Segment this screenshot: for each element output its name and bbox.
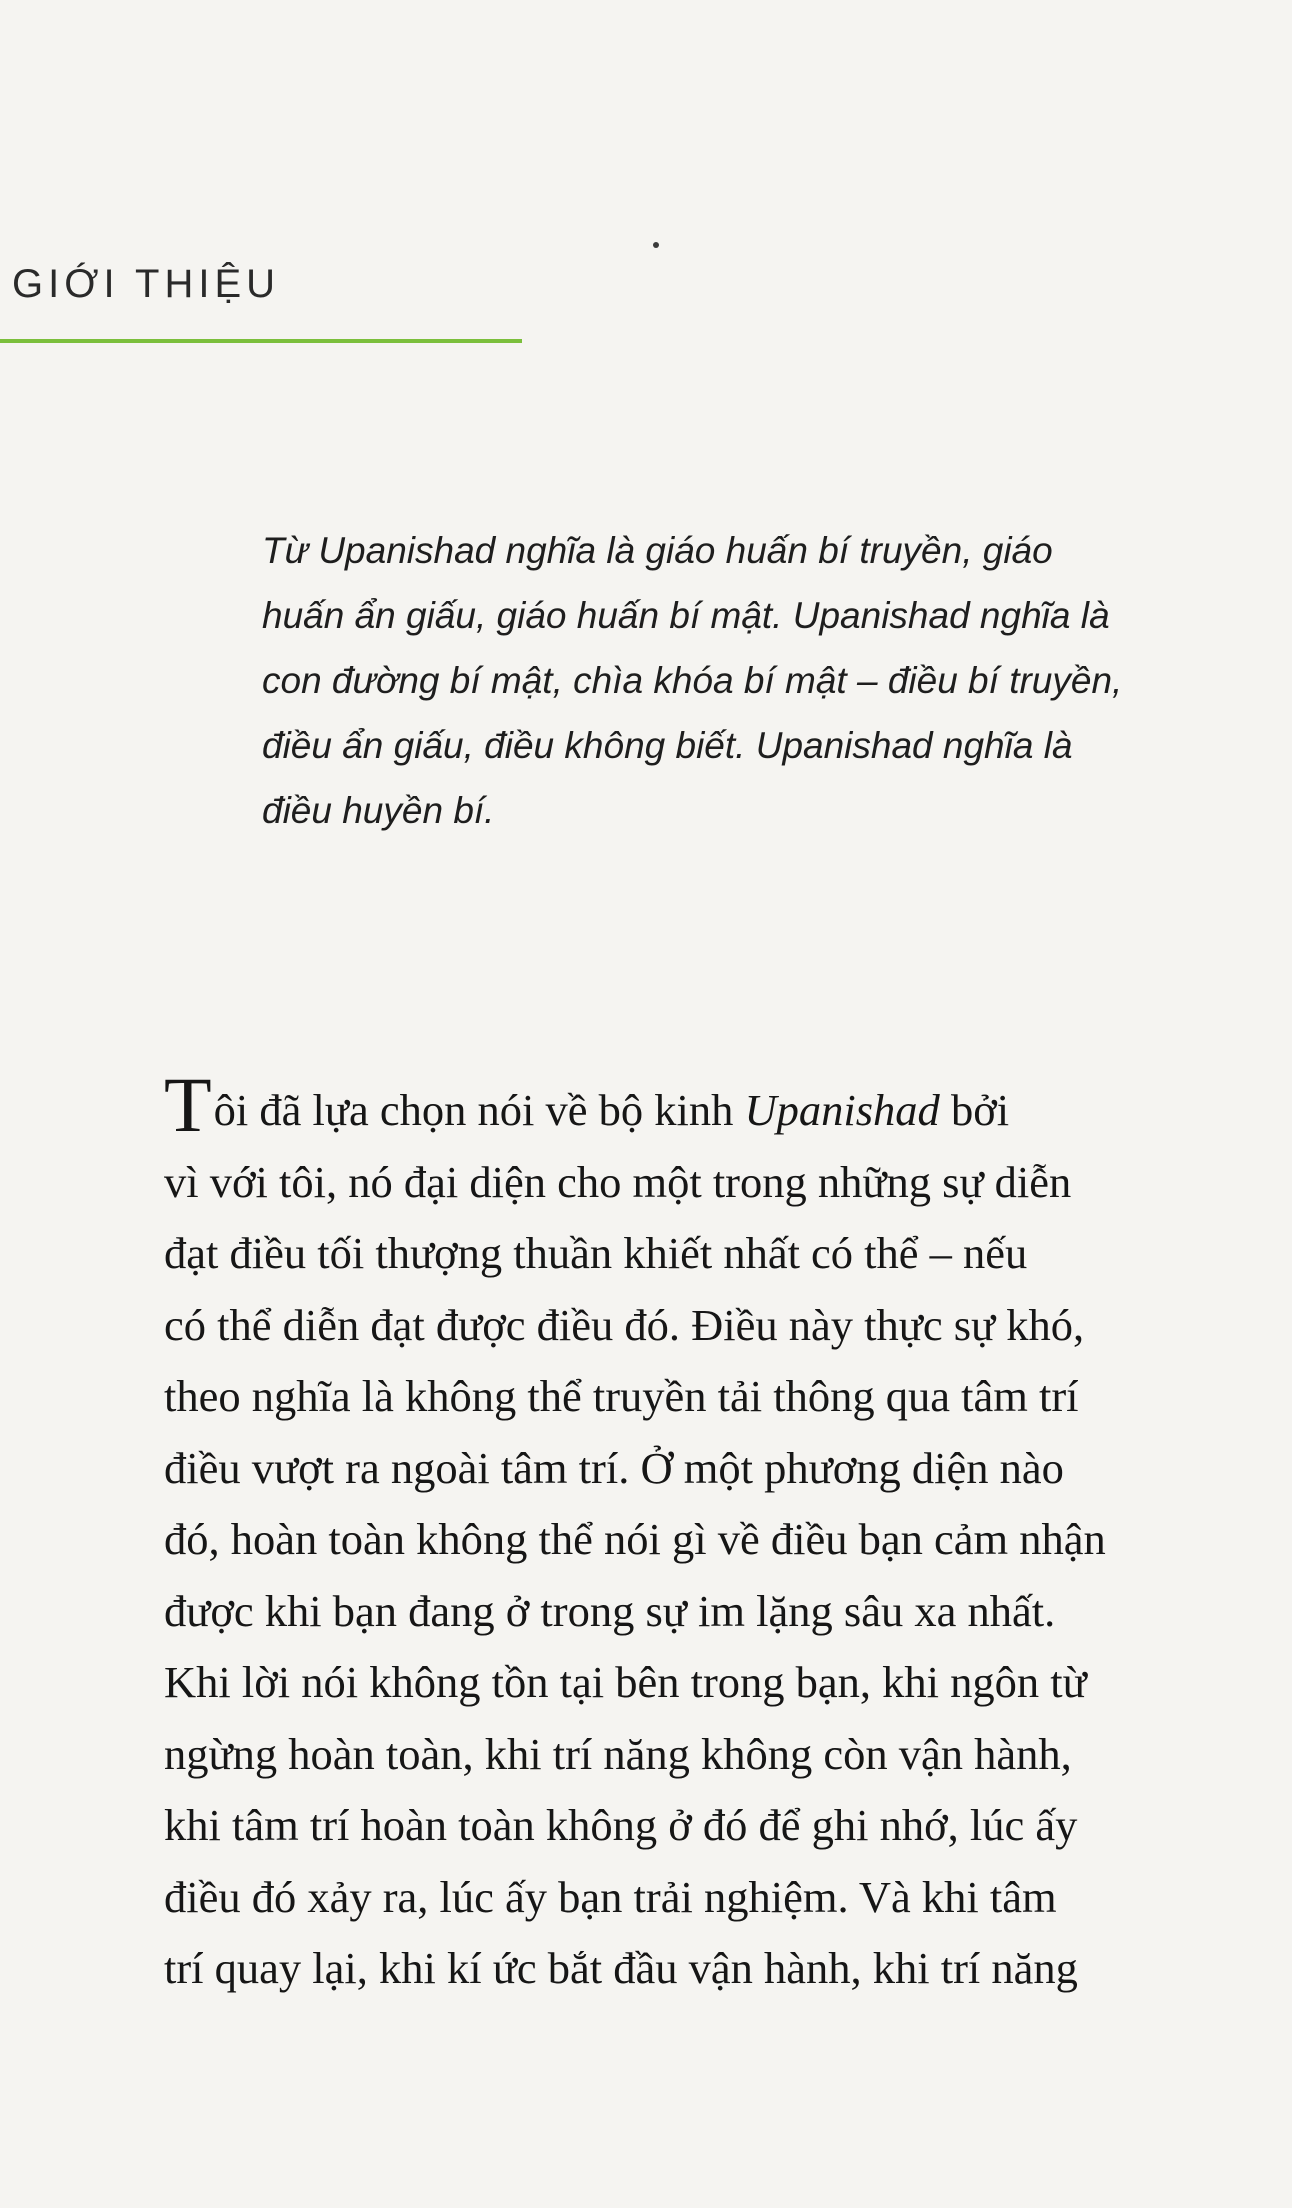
body-text-segment: ôi đã lựa chọn nói về bộ kinh: [213, 1085, 734, 1135]
body-line: vì với tôi, nó đại diện cho một trong những sự diễn: [164, 1156, 1072, 1207]
page-mark: [653, 242, 659, 248]
epigraph-line: con đường bí mật, chìa khóa bí mật – điều bí truyền,: [262, 660, 1123, 701]
body-line: được khi bạn đang ở trong sự im lặng sâu xa nhất.: [164, 1585, 1056, 1636]
heading-rule: [0, 339, 522, 343]
body-line: có thể diễn đạt được điều đó. Điều này thực sự khó,: [164, 1299, 1085, 1350]
body-line: Khi lời nói không tồn tại bên trong bạn, khi ngôn từ: [164, 1657, 1087, 1707]
epigraph-line: huấn ẩn giấu, giáo huấn bí mật. Upanishad nghĩa là: [262, 595, 1110, 636]
body-line: đạt điều tối thượng thuần khiết nhất có thể – nếu: [164, 1228, 1028, 1278]
body-text-segment: bởi: [950, 1085, 1010, 1135]
epigraph-line: Từ Upanishad nghĩa là giáo huấn bí truyền, giáo: [262, 530, 1053, 571]
body-line: ngừng hoàn toàn, khi trí năng không còn vận hành,: [164, 1728, 1072, 1779]
drop-cap: T: [164, 1061, 212, 1148]
body-line: trí quay lại, khi kí ức bắt đầu vận hành, khi trí năng: [164, 1943, 1078, 1993]
book-title-italic: Upanishad: [744, 1085, 940, 1135]
body-line: điều vượt ra ngoài tâm trí. Ở một phương diện nào: [164, 1442, 1064, 1493]
section-heading: GIỚI THIỆU: [12, 262, 281, 306]
epigraph-line: điều huyền bí.: [262, 790, 495, 831]
epigraph-quote: [262, 518, 1202, 843]
body-line: điều đó xảy ra, lúc ấy bạn trải nghiệm. Và khi tâm: [164, 1871, 1057, 1922]
body-line: đó, hoàn toàn không thể nói gì về điều bạn cảm nhận: [164, 1514, 1106, 1564]
body-line: theo nghĩa là không thể truyền tải thông qua tâm trí: [164, 1371, 1079, 1421]
body-line: khi tâm trí hoàn toàn không ở đó để ghi nhớ, lúc ấy: [164, 1800, 1078, 1850]
body-line-first: [164, 1061, 1264, 1148]
body-paragraph: [164, 1061, 1264, 2005]
epigraph-line: điều ẩn giấu, điều không biết. Upanishad nghĩa là: [262, 725, 1073, 766]
